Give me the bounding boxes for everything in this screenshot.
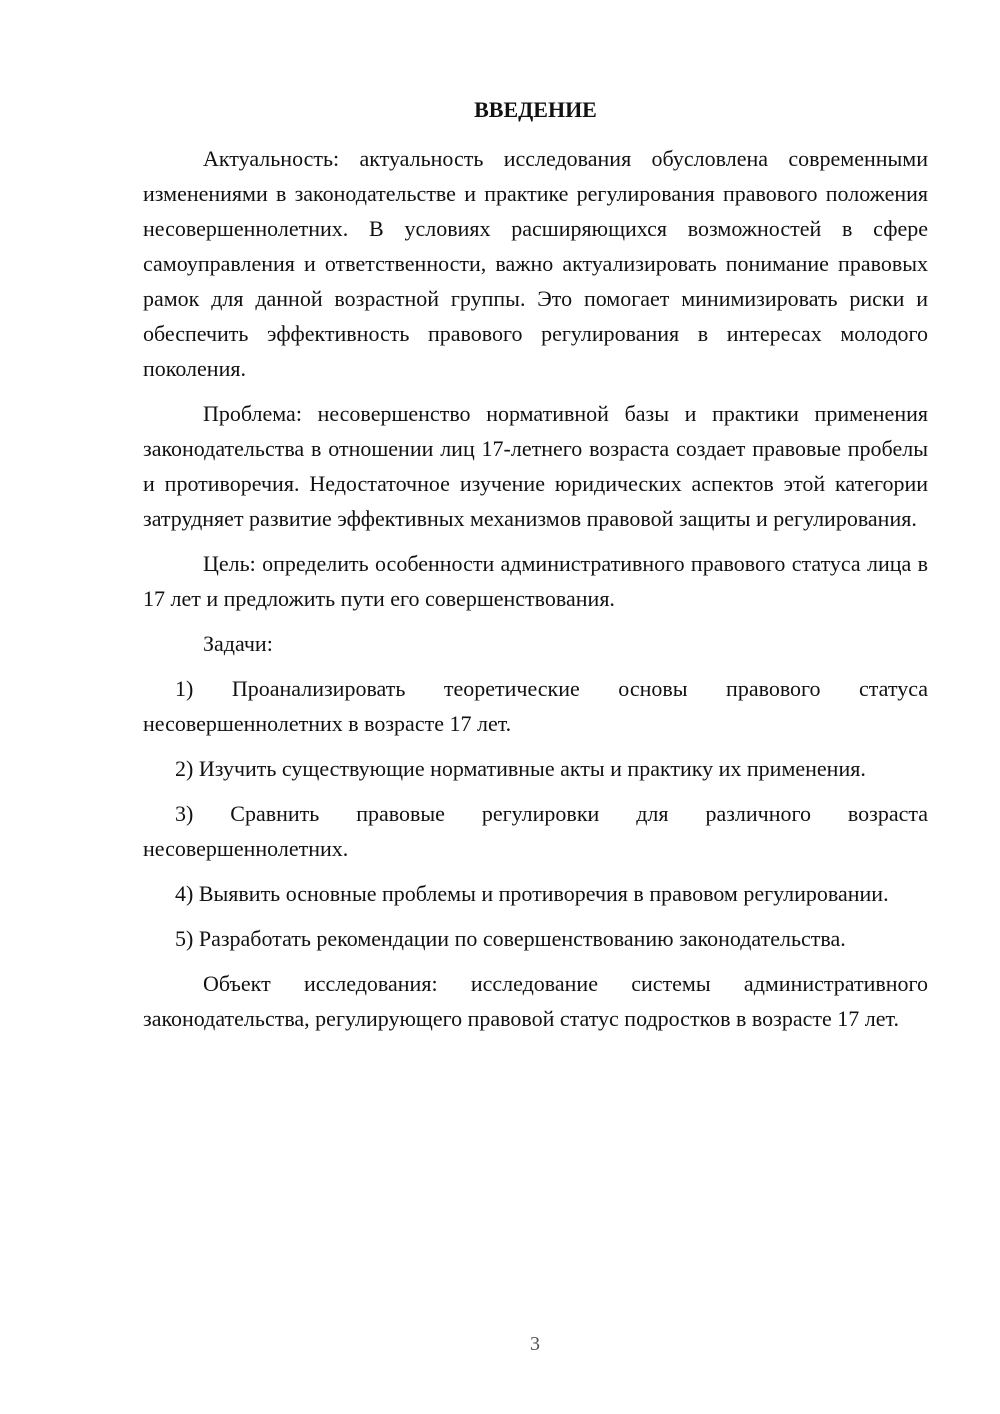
task-text: Сравнить правовые регулировки для различного возраста несовершеннолетних. [143,801,928,861]
task-item [143,876,928,911]
paragraph-relevance: Актуальность: актуальность исследования обусловлена современными изменениями в законодательстве и практике регулирования правового положения несовершеннолетних. В условиях расширяющихся возможностей в сфере самоуправления и ответственности, важно актуализировать понимание правовых рамок для данной возрастной группы. Это помогает минимизировать риски и обеспечить эффективность правового регулирования в интересах молодого поколения. [143,146,928,381]
paragraph-problem: Проблема: несовершенство нормативной базы и практики применения законодательства в отношении лиц 17-летнего возраста создает правовые пробелы и противоречия. Недостаточное изучение юридических аспектов этой категории затрудняет развитие эффективных механизмов правовой защиты и регулирования. [143,401,928,531]
page-content [143,92,928,1046]
task-number: 1) [175,676,194,701]
task-text: Разработать рекомендации по совершенствованию законодательства. [198,926,846,951]
task-text: Выявить основные проблемы и противоречия в правовом регулировании. [198,881,889,906]
page-number: 3 [530,1333,540,1355]
paragraph-object: Объект исследования: исследование системы административного законодательства, регулирующего правовой статус подростков в возрасте 17 лет. [143,971,928,1031]
task-text: Проанализировать теоретические основы правового статуса несовершеннолетних в возрасте 17 лет. [143,676,929,736]
task-number: 4) [175,881,194,906]
task-number: 5) [175,926,194,951]
task-item [143,796,928,866]
paragraph-goal: Цель: определить особенности административного правового статуса лица в 17 лет и предложить пути его совершенствования. [143,551,928,611]
task-item [143,921,928,956]
task-item [143,751,928,786]
task-number: 3) [175,801,194,826]
task-text: Изучить существующие нормативные акты и практику их применения. [198,756,866,781]
task-item [143,671,928,741]
tasks-heading: Задачи: [203,631,273,656]
section-title: ВВЕДЕНИЕ [474,97,597,122]
task-number: 2) [175,756,194,781]
